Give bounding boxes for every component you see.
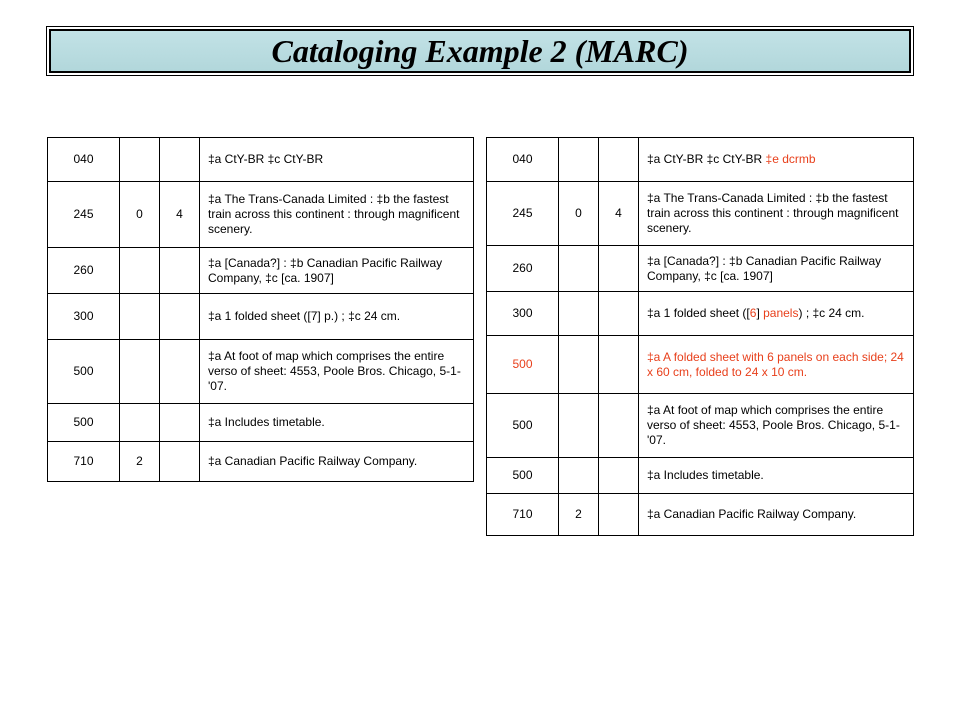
indicator2-cell: 4 xyxy=(160,182,200,248)
indicator1-cell xyxy=(120,248,160,294)
field-text: ‡a CtY-BR ‡c CtY-BR xyxy=(647,152,763,166)
field-cell xyxy=(200,340,474,404)
indicator2-cell xyxy=(599,138,639,182)
indicator2-cell xyxy=(160,138,200,182)
field-text: ‡a [Canada?] : ‡b Canadian Pacific Railway Company, ‡c [ca. 1907] xyxy=(647,253,882,283)
indicator2-cell xyxy=(160,248,200,294)
indicator2-cell xyxy=(599,394,639,458)
tag-cell: 500 xyxy=(48,404,120,442)
field-text: ‡a The Trans-Canada Limited : ‡b the fastest train across this continent : through magnificent scenery. xyxy=(647,191,899,235)
indicator1-cell xyxy=(120,138,160,182)
field-text: ‡a Canadian Pacific Railway Company. xyxy=(647,507,857,521)
tag-cell: 300 xyxy=(48,294,120,340)
indicator1-cell xyxy=(120,404,160,442)
field-text: ‡a At foot of map which comprises the entire verso of sheet: 4553, Poole Bros. Chicago, 5-1-'07. xyxy=(647,403,900,447)
table-row xyxy=(487,182,914,246)
added-text: panels xyxy=(763,306,799,320)
indicator2-cell xyxy=(160,404,200,442)
indicator1-cell: 0 xyxy=(120,182,160,248)
tag-cell: 260 xyxy=(48,248,120,294)
tag-cell: 300 xyxy=(487,292,559,336)
table-row xyxy=(48,442,474,482)
field-text: ‡a Includes timetable. xyxy=(208,415,325,429)
field-cell xyxy=(200,182,474,248)
tag-cell: 500 xyxy=(487,336,559,394)
added-text: 6 xyxy=(749,306,757,320)
indicator1-cell xyxy=(559,336,599,394)
table-row xyxy=(48,404,474,442)
field-cell xyxy=(639,138,914,182)
field-cell xyxy=(200,138,474,182)
tag-cell: 260 xyxy=(487,246,559,292)
indicator2-cell xyxy=(160,442,200,482)
indicator2-cell xyxy=(160,294,200,340)
indicator1-cell xyxy=(559,394,599,458)
added-subfield: ‡e dcrmb xyxy=(765,152,816,166)
indicator2-cell xyxy=(160,340,200,404)
tag-cell: 245 xyxy=(48,182,120,248)
indicator2-cell: 4 xyxy=(599,182,639,246)
field-text: ‡a At foot of map which comprises the entire verso of sheet: 4553, Poole Bros. Chicago, 5-1-'07. xyxy=(208,349,461,393)
field-cell xyxy=(639,182,914,246)
indicator1-cell xyxy=(559,292,599,336)
tag-cell: 040 xyxy=(487,138,559,182)
table-row xyxy=(487,458,914,494)
tag-cell: 710 xyxy=(487,494,559,536)
table-row xyxy=(48,340,474,404)
field-text: ‡a Includes timetable. xyxy=(647,468,764,482)
field-cell xyxy=(200,404,474,442)
indicator1-cell: 2 xyxy=(120,442,160,482)
table-row xyxy=(48,182,474,248)
indicator1-cell: 2 xyxy=(559,494,599,536)
table-row xyxy=(487,494,914,536)
table-row xyxy=(48,138,474,182)
field-cell xyxy=(200,442,474,482)
table-row xyxy=(487,394,914,458)
field-cell xyxy=(639,292,914,336)
marc-table-revised xyxy=(486,137,914,536)
indicator2-cell xyxy=(599,336,639,394)
field-text: ‡a [Canada?] : ‡b Canadian Pacific Railway Company, ‡c [ca. 1907] xyxy=(208,255,443,285)
field-text-part: ‡a 1 folded sheet ([ xyxy=(647,306,750,320)
indicator1-cell xyxy=(559,138,599,182)
indicator1-cell xyxy=(120,340,160,404)
field-text: ‡a A folded sheet with 6 panels on each side; 24 x 60 cm, folded to 24 x 10 cm. xyxy=(647,349,904,379)
field-cell xyxy=(200,248,474,294)
field-text-part: ) ; ‡c 24 cm. xyxy=(798,306,865,320)
field-text-part: ] xyxy=(756,306,764,320)
field-cell xyxy=(639,458,914,494)
indicator1-cell xyxy=(559,246,599,292)
indicator2-cell xyxy=(599,458,639,494)
field-text: ‡a CtY-BR ‡c CtY-BR xyxy=(208,152,324,166)
table-row xyxy=(487,246,914,292)
tag-cell: 710 xyxy=(48,442,120,482)
indicator1-cell xyxy=(120,294,160,340)
indicator1-cell xyxy=(559,458,599,494)
table-row xyxy=(48,294,474,340)
field-cell xyxy=(200,294,474,340)
page-title: Cataloging Example 2 (MARC) xyxy=(271,33,689,69)
table-row xyxy=(487,292,914,336)
tag-cell: 500 xyxy=(487,394,559,458)
tag-cell: 500 xyxy=(487,458,559,494)
indicator2-cell xyxy=(599,292,639,336)
marc-table-original xyxy=(47,137,474,482)
field-cell xyxy=(639,394,914,458)
field-cell xyxy=(639,246,914,292)
table-row xyxy=(487,336,914,394)
title-banner xyxy=(46,26,914,76)
table-row xyxy=(487,138,914,182)
tag-cell: 500 xyxy=(48,340,120,404)
field-text: ‡a The Trans-Canada Limited : ‡b the fastest train across this continent : through magnificent scenery. xyxy=(208,192,460,236)
tag-cell: 040 xyxy=(48,138,120,182)
indicator1-cell: 0 xyxy=(559,182,599,246)
field-cell xyxy=(639,494,914,536)
title-banner-inner xyxy=(49,29,911,73)
field-text: ‡a 1 folded sheet ([7] p.) ; ‡c 24 cm. xyxy=(208,309,401,323)
field-text: ‡a Canadian Pacific Railway Company. xyxy=(208,454,418,468)
indicator2-cell xyxy=(599,246,639,292)
field-cell xyxy=(639,336,914,394)
indicator2-cell xyxy=(599,494,639,536)
table-row xyxy=(48,248,474,294)
tag-cell: 245 xyxy=(487,182,559,246)
